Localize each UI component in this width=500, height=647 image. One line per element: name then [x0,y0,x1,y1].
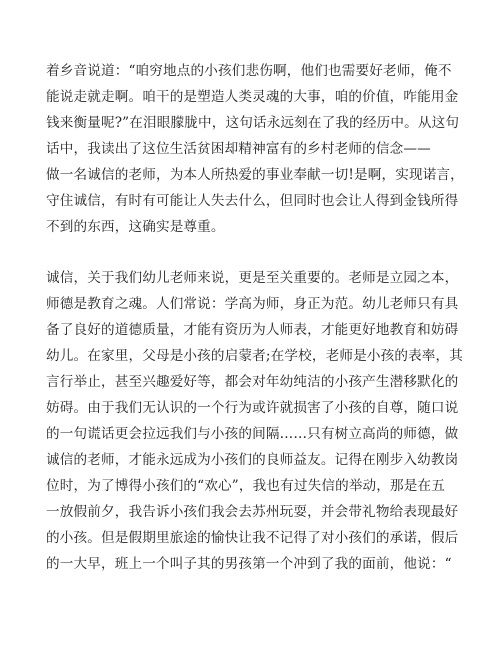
text-line: 的一句谎话更会拉远我们与小孩的间隔……只有树立高尚的师德，做 [46,426,459,442]
text-line: 守住诚信，有时有可能让人失去什么，但同时也会让人得到金钱所得 [46,193,459,209]
text-line: 诚信，关于我们幼儿老师来说，更是至关重要的。老师是立园之本， [46,270,459,286]
text-line: 师德是教育之魂。人们常说：学高为师，身正为范。幼儿老师只有具 [46,296,459,312]
text-line: 位时，为了博得小孩们的“欢心”，我也有过失信的举动，那是在五 [46,478,446,494]
text-line: 钱来衡量呢?”在泪眼朦胧中，这句话永远刻在了我的经历中。从这句 [46,115,460,131]
text-line: 不到的东西，这确实是尊重。 [46,219,225,235]
text-line: 的小孩。但是假期里旅途的愉快让我不记得了对小孩们的承诺，假后 [46,530,459,546]
text-line: 幼儿。在家里，父母是小孩的启蒙者;在学校，老师是小孩的表率，其 [46,348,464,364]
text-line: 能说走就走啊。咱干的是塑造人类灵魂的大事，咱的价值，咋能用金 [46,89,459,105]
text-line: 做一名诚信的老师，为本人所热爱的事业奉献一切!是啊，实现诺言， [46,167,464,183]
text-line: 诚信的老师，才能永远成为小孩们的良师益友。记得在刚步入幼教岗 [46,452,459,468]
text-line: 妨碍。由于我们无认识的一个行为或许就损害了小孩的自尊，随口说 [46,400,459,416]
text-line: 备了良好的道德质量，才能有资历为人师表，才能更好地教育和妨碍 [46,322,459,338]
text-line: 一放假前夕，我告诉小孩们我会去苏州玩耍，并会带礼物给表现最好 [46,504,459,520]
text-line: 着乡音说道：“咱穷地点的小孩们悲伤啊，他们也需要好老师，俺不 [46,63,452,79]
text-line: 话中，我读出了这位生活贫困却精神富有的乡村老师的信念—— [46,141,431,157]
text-line: 言行举止，甚至兴趣爱好等，都会对年幼纯洁的小孩产生潜移默化的 [46,374,459,390]
text-line: 的一大早，班上一个叫子其的男孩第一个冲到了我的面前，他说：“ [46,556,452,572]
